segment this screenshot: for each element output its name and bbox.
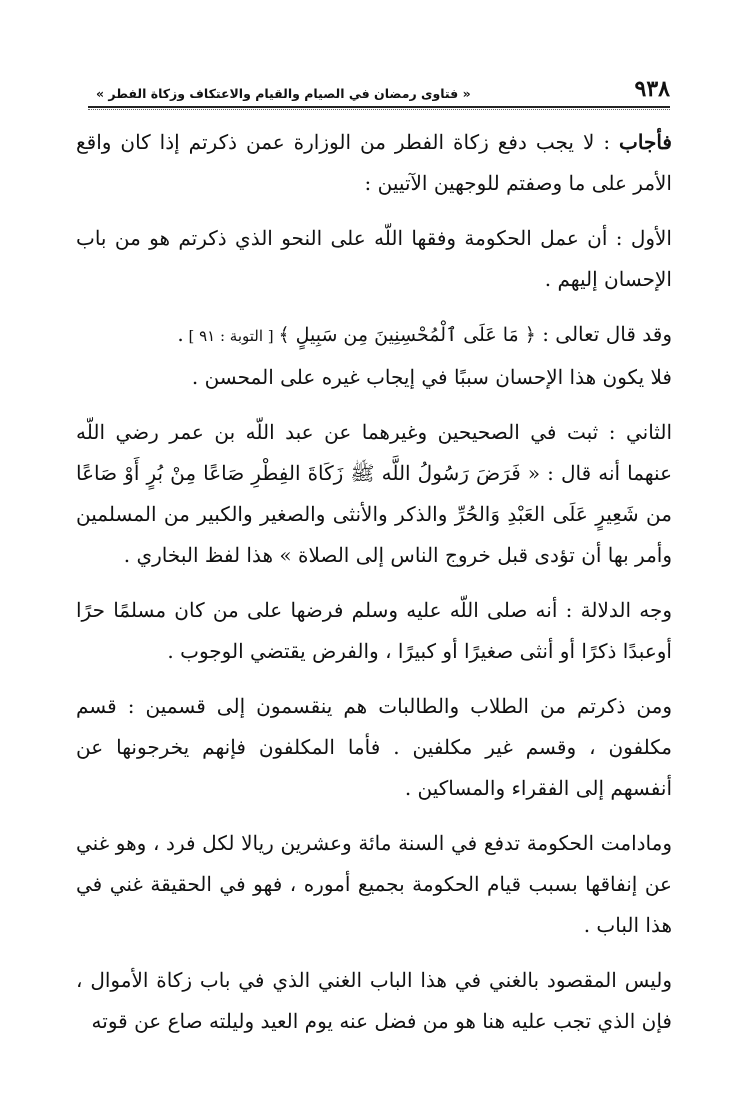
paragraph-text: ومن ذكرتم من الطلاب والطالبات هم ينقسمون إلى قسمين : قسم مكلفون ، وقسم غير مكلفين . فأما المكلفون فإنهم يخرجونها عن أنفسهم إلى الفقراء والمساكين . [76, 694, 672, 800]
paragraph-quran-verse [76, 314, 672, 357]
paragraph-text: الثاني : ثبت في الصحيحين وغيرهما عن عبد اللّه بن عمر رضي اللّه عنهما أنه قال : « فَرَضَ رَسُولُ اللَّه ﷺ زَكَاةَ الفِطْرِ صَاعًا مِنْ بُرٍ أَوْ صَاعًا من شَعِيرٍ عَلَى العَبْدِ وَالحُرِّ والذكر والأنثى والصغير والكبير من المسلمين وأمر بها أن تؤدى قبل خروج الناس إلى الصلاة » هذا لفظ البخاري . [76, 420, 672, 567]
header-dotted-rule [88, 109, 670, 110]
verse-prefix: وقد قال تعالى : [535, 322, 672, 346]
verse-suffix: . [177, 322, 184, 346]
page-body [76, 122, 672, 1056]
paragraph-evidence [76, 590, 672, 672]
paragraph-first-reason [76, 218, 672, 300]
paragraph-answer [76, 122, 672, 204]
answer-lead: فأجاب [619, 130, 672, 154]
paragraph-conclusion [76, 357, 672, 398]
paragraph-text: وليس المقصود بالغني في هذا الباب الغني الذي في باب زكاة الأموال ، فإن الذي تجب عليه هنا هو من فضل عنه يوم العيد وليلته صاع عن قوته [76, 968, 672, 1033]
paragraph-second-reason [76, 412, 672, 576]
paragraph-text: الأول : أن عمل الحكومة وفقها اللّه على النحو الذي ذكرتم هو من باب الإحسان إليهم . [76, 226, 672, 291]
running-title: « فتاوى رمضان في الصيام والقيام والاعتكاف وزكاة الفطر » [96, 86, 471, 101]
paragraph-text: فلا يكون هذا الإحسان سببًا في إيجاب غيره على المحسن . [191, 365, 672, 389]
paragraph-text: ومادامت الحكومة تدفع في السنة مائة وعشرين ريالا لكل فرد ، وهو غني عن إنفاقها بسبب قيام الحكومة بجميع أموره ، فهو في الحقيقة غني في هذا الباب . [76, 831, 672, 937]
page-number: ٩٣٨ [634, 76, 670, 102]
verse-reference: [ التوبة : ٩١ ] [183, 327, 279, 345]
page-header [88, 76, 670, 104]
quran-verse: ﴿ مَا عَلَى ٱلْمُحْسِنِينَ مِن سَبِيلٍ ﴾ [278, 324, 536, 346]
paragraph-government [76, 823, 672, 946]
paragraph-text: : لا يجب دفع زكاة الفطر من الوزارة عمن ذكرتم إذا كان واقع الأمر على ما وصفتم للوجهين الآتيين : [76, 130, 672, 195]
paragraph-rich-meaning [76, 960, 672, 1042]
paragraph-students [76, 686, 672, 809]
paragraph-text: وجه الدلالة : أنه صلى اللّه عليه وسلم فرضها على من كان مسلمًا حرًا أوعبدًا ذكرًا أو أنثى صغيرًا أو كبيرًا ، والفرض يقتضي الوجوب . [76, 598, 672, 663]
header-rule [88, 106, 670, 108]
